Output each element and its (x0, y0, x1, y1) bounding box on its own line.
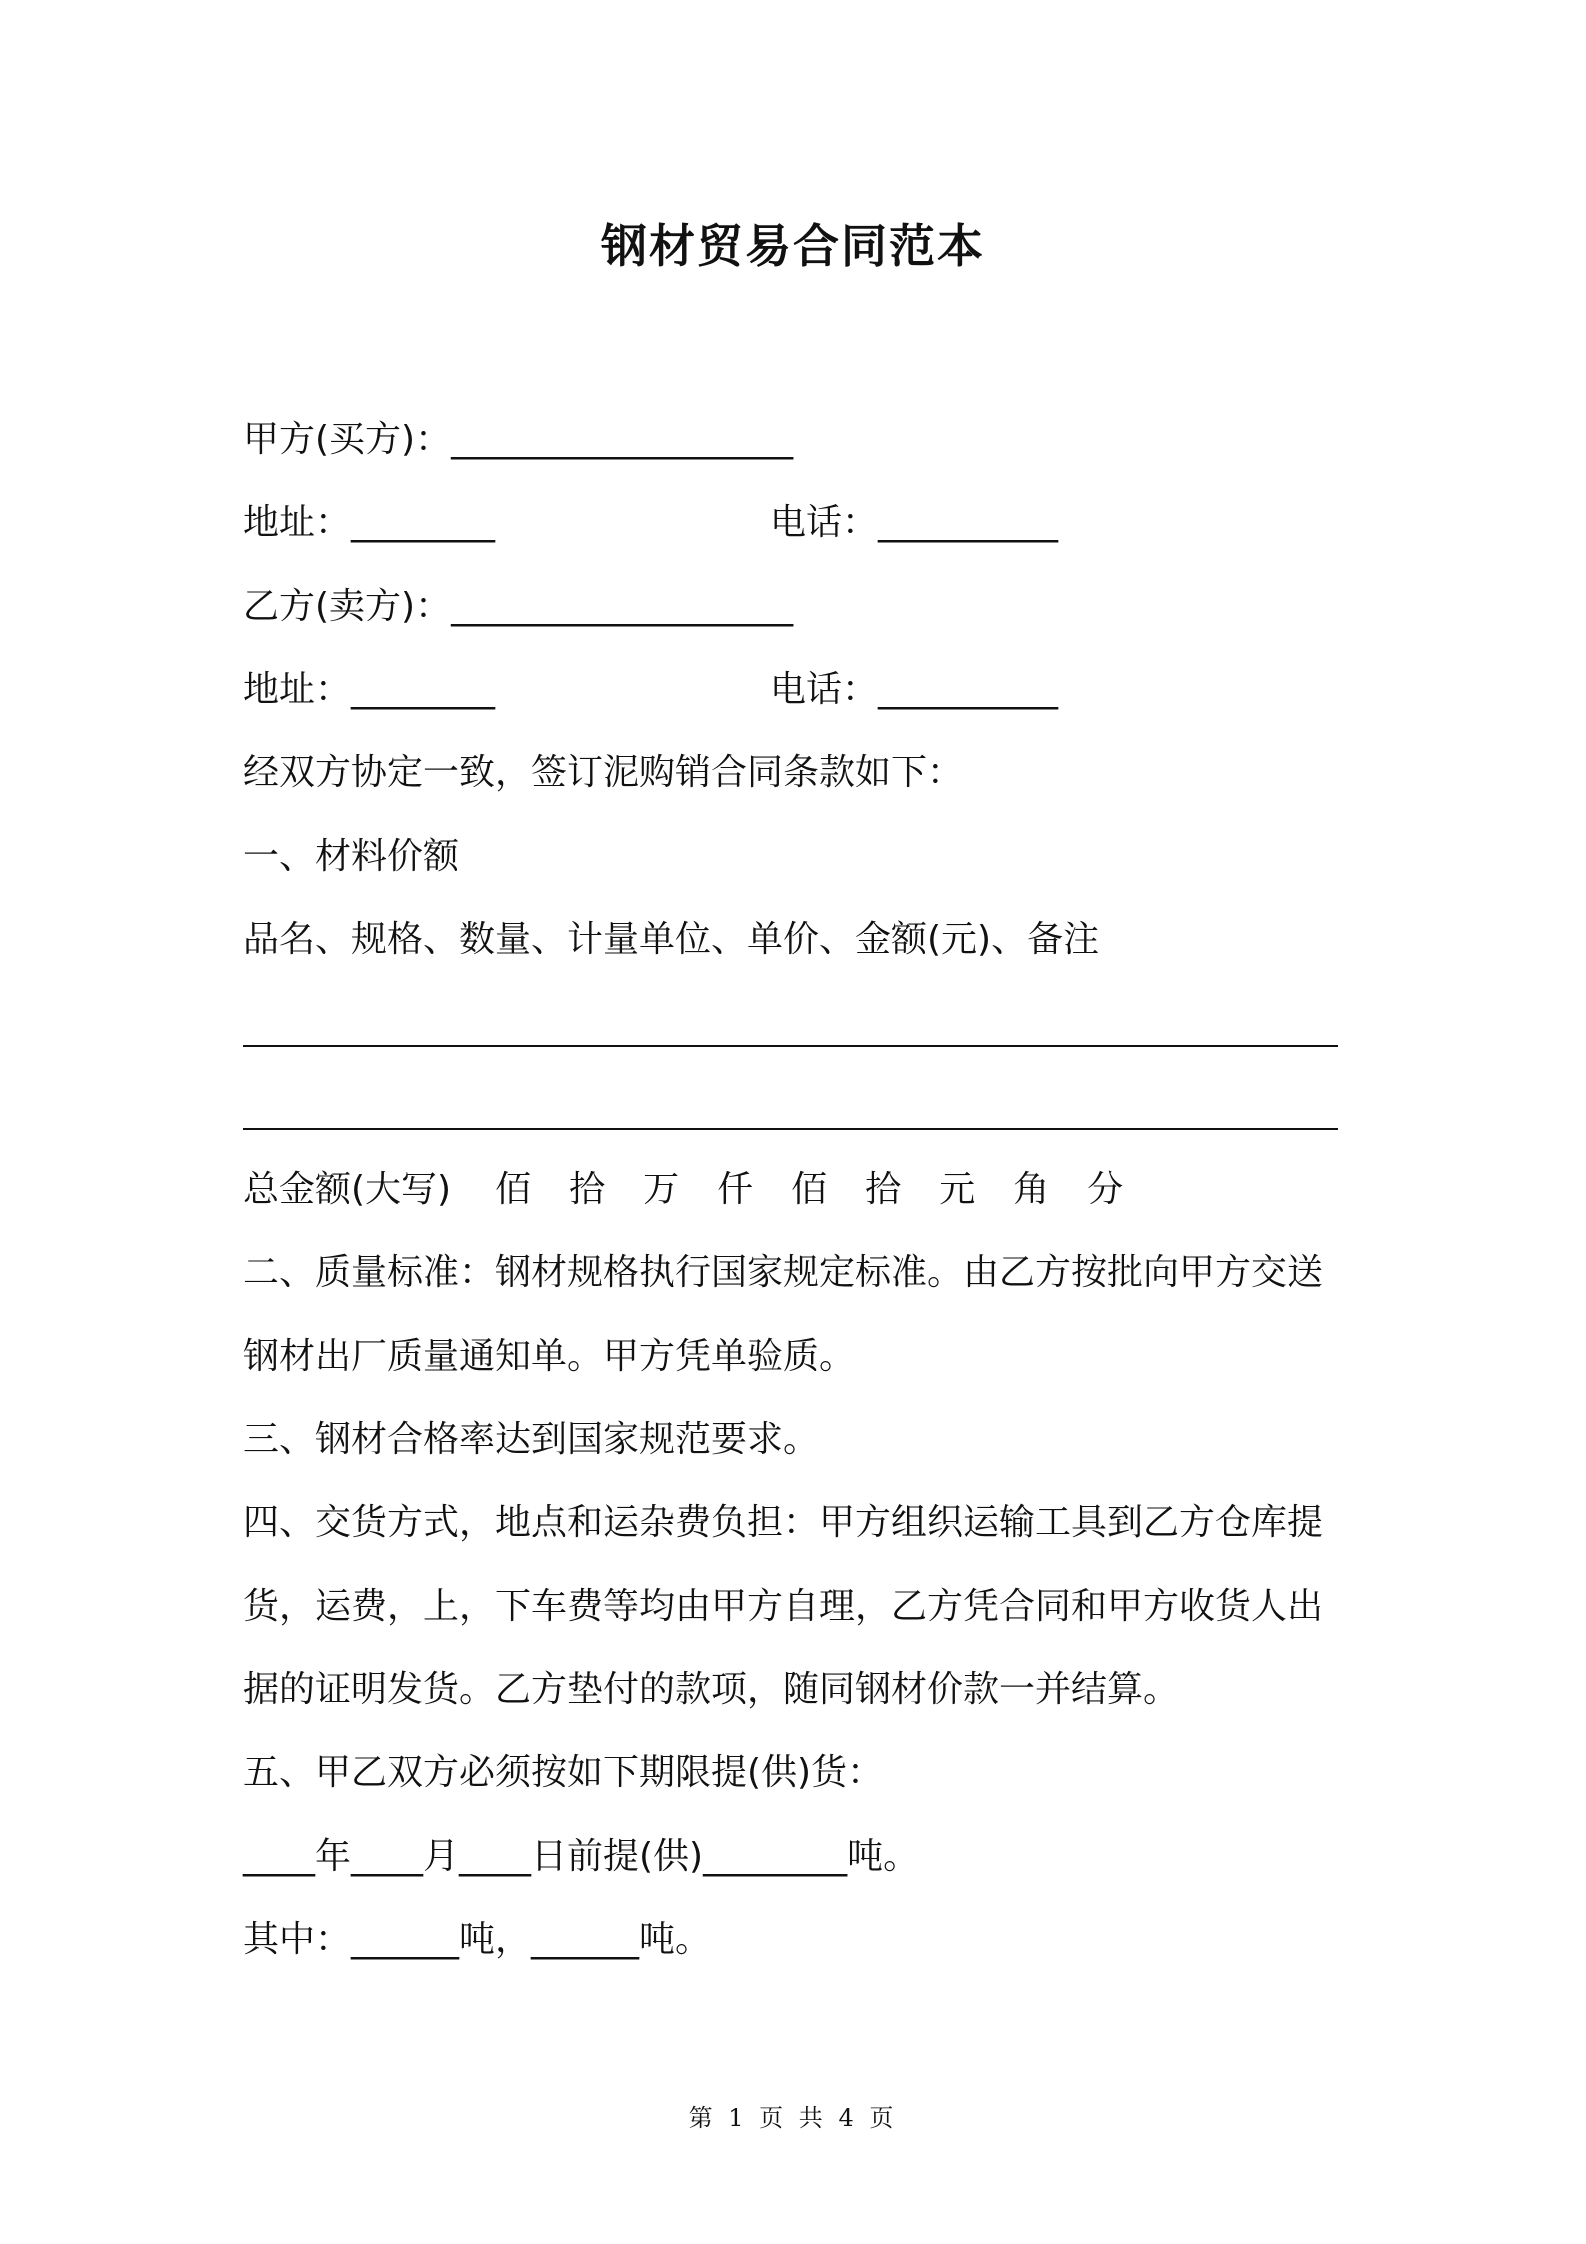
unit-5: 拾 (865, 1169, 902, 1210)
party-a-phone: 电话：__________ (770, 502, 1059, 543)
section-2-line-1: 二、质量标准：钢材规格执行国家规定标准。由乙方按批向甲方交送 (243, 1252, 1324, 1293)
unit-2: 万 (643, 1169, 680, 1210)
blank-rule-1 (243, 1045, 1338, 1047)
section-1-columns: 品名、规格、数量、计量单位、单价、金额(元)、备注 (243, 919, 1100, 960)
blank-rule-2 (243, 1128, 1338, 1130)
unit-4: 佰 (791, 1169, 828, 1210)
section-2-line-2: 钢材出厂质量通知单。甲方凭单验质。 (243, 1336, 856, 1377)
page-footer: 第 1 页 共 4 页 (688, 2104, 898, 2132)
unit-8: 分 (1087, 1169, 1124, 1210)
total-amount-label: 总金额(大写) (243, 1169, 452, 1210)
section-4-line-2: 货，运费，上，下车费等均由甲方自理，乙方凭合同和甲方收货人出 (243, 1586, 1324, 1627)
section-5-detail: 其中：______吨，______吨。 (243, 1919, 712, 1960)
party-b-line: 乙方(卖方)：___________________ (243, 586, 794, 627)
party-a-address: 地址：________ (243, 502, 496, 543)
section-5-date: ____年____月____日前提(供)________吨。 (243, 1836, 920, 1877)
unit-3: 仟 (717, 1169, 754, 1210)
section-4-line-1: 四、交货方式，地点和运杂费负担：甲方组织运输工具到乙方仓库提 (243, 1502, 1324, 1543)
section-4-line-3: 据的证明发货。乙方垫付的款项，随同钢材价款一并结算。 (243, 1669, 1180, 1710)
intro-text: 经双方协定一致，签订泥购销合同条款如下： (243, 752, 964, 793)
document-title: 钢材贸易合同范本 (601, 219, 985, 273)
unit-1: 拾 (569, 1169, 606, 1210)
section-5-title: 五、甲乙双方必须按如下期限提(供)货： (243, 1752, 884, 1793)
section-3: 三、钢材合格率达到国家规范要求。 (243, 1419, 820, 1460)
party-b-address: 地址：________ (243, 669, 496, 710)
total-amount-line (243, 1165, 1161, 1215)
unit-0: 佰 (495, 1169, 532, 1210)
party-b-phone: 电话：__________ (770, 669, 1059, 710)
party-a-line: 甲方(买方)：___________________ (243, 419, 794, 460)
unit-6: 元 (939, 1169, 976, 1210)
unit-7: 角 (1013, 1169, 1050, 1210)
section-1-title: 一、材料价额 (243, 836, 460, 877)
